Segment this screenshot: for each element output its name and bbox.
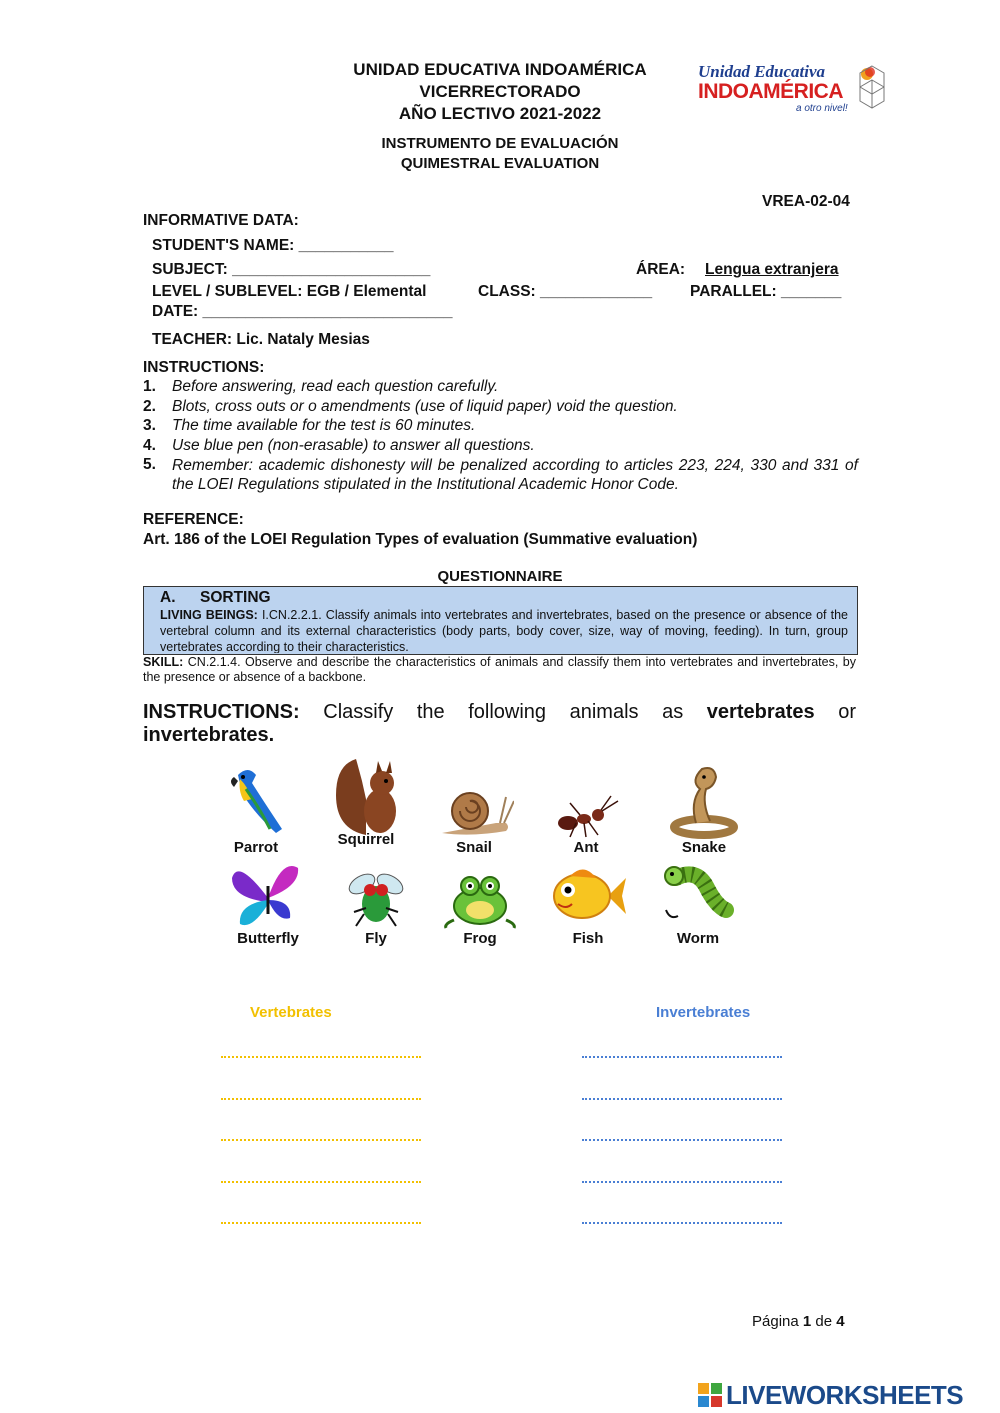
butterfly-icon xyxy=(228,864,308,930)
document-code: VREA-02-04 xyxy=(762,193,850,210)
instrument-title: INSTRUMENTO DE EVALUACIÓN xyxy=(381,135,619,152)
vertebrates-answer-line[interactable] xyxy=(221,1098,421,1100)
animal-name: Fish xyxy=(572,930,604,947)
class-field[interactable]: CLASS: _____________ xyxy=(478,283,653,300)
liveworksheets-brand xyxy=(698,1380,998,1410)
reference-text: Art. 186 of the LOEI Regulation Types of evaluation (Summative evaluation) xyxy=(143,531,698,548)
vertebrates-answer-line[interactable] xyxy=(221,1222,421,1224)
invertebrates-answer-line[interactable] xyxy=(582,1222,782,1224)
ant-icon xyxy=(546,763,626,839)
animal-butterfly xyxy=(218,864,318,964)
instruction-number: 1. xyxy=(143,378,156,395)
task-word2: invertebrates. xyxy=(143,724,275,746)
animal-name: Ant xyxy=(573,839,599,856)
animal-name: Frog xyxy=(463,930,497,947)
animal-snake xyxy=(654,763,754,863)
animal-name: Parrot xyxy=(233,839,279,856)
animal-name: Butterfly xyxy=(237,930,299,947)
invertebrates-heading: Invertebrates xyxy=(656,1004,751,1021)
instruction-text: Blots, cross outs or o amendments (use of liquid paper) void the question. xyxy=(172,398,678,415)
department: VICERRECTORADO xyxy=(419,82,581,101)
area-value: Lengua extranjera xyxy=(705,261,839,278)
instruction-number: 5. xyxy=(143,456,156,473)
questionnaire-title: QUESTIONNAIRE xyxy=(437,568,563,585)
school-year: AÑO LECTIVO 2021-2022 xyxy=(398,104,602,123)
skill-text: SKILL: CN.2.1.4. Observe and describe the characteristics of animals and classify them into vertebrates and invertebrates, by the presence or absence of a backbone. xyxy=(143,655,856,684)
invertebrates-answer-line[interactable] xyxy=(582,1181,782,1183)
snake-icon xyxy=(664,763,744,839)
parrot-icon xyxy=(216,763,296,839)
instruction-number: 4. xyxy=(143,437,156,454)
task-instructions: INSTRUCTIONS: Classify the following animals as vertebrates or xyxy=(143,701,857,723)
instruction-text: Use blue pen (non-erasable) to answer all questions. xyxy=(172,437,535,454)
evaluation-title: QUIMESTRAL EVALUATION xyxy=(400,155,600,172)
teacher-text: TEACHER: Lic. Nataly Mesias xyxy=(152,331,370,348)
snail-icon xyxy=(434,763,514,839)
animal-frog xyxy=(430,864,530,964)
date-field[interactable]: DATE: _____________________________ xyxy=(152,303,453,320)
frog-icon xyxy=(440,864,520,930)
animal-squirrel xyxy=(316,755,416,855)
animal-fish xyxy=(538,864,638,964)
vertebrates-answer-line[interactable] xyxy=(221,1139,421,1141)
section-letter: A. xyxy=(160,589,176,606)
school-logo xyxy=(696,62,896,122)
animal-parrot xyxy=(206,763,306,863)
student-name-field[interactable]: STUDENT'S NAME: ___________ xyxy=(152,237,394,254)
fish-icon xyxy=(548,864,628,930)
animal-name: Worm xyxy=(676,930,720,947)
invertebrates-answer-line[interactable] xyxy=(582,1139,782,1141)
fly-icon xyxy=(336,864,416,930)
instruction-text: The time available for the test is 60 minutes. xyxy=(172,417,476,434)
animal-snail xyxy=(424,763,524,863)
invertebrates-answer-line[interactable] xyxy=(582,1056,782,1058)
level-text: LEVEL / SUBLEVEL: EGB / Elemental xyxy=(152,283,427,300)
subject-field[interactable]: SUBJECT: _______________________ xyxy=(152,261,431,278)
animal-name: Snail xyxy=(456,839,492,856)
section-title: SORTING xyxy=(200,589,271,606)
squirrel-icon xyxy=(326,755,410,839)
animal-name: Squirrel xyxy=(337,831,395,848)
vertebrates-answer-line[interactable] xyxy=(221,1056,421,1058)
animal-name: Fly xyxy=(365,930,387,947)
instruction-number: 2. xyxy=(143,398,156,415)
animal-worm xyxy=(648,864,748,964)
logo-cube-icon xyxy=(858,64,886,110)
brand-name: LIVEWORKSHEETS xyxy=(726,1380,964,1410)
instruction-number: 3. xyxy=(143,417,156,434)
sorting-box xyxy=(143,586,858,655)
instruction-text: Before answering, read each question carefully. xyxy=(172,378,499,395)
instruction-text: Remember: academic dishonesty will be penalized according to articles 223, 224, 330 and 331 of the LOEI Regulations stipulated in the Institutional Academic Honor Code. xyxy=(172,457,858,493)
logo-line2: INDOAMÉRICA xyxy=(698,80,843,103)
animal-ant xyxy=(536,763,636,863)
liveworksheets-logo-icon xyxy=(698,1383,722,1407)
vertebrates-heading: Vertebrates xyxy=(250,1004,332,1021)
vertebrates-answer-line[interactable] xyxy=(221,1181,421,1183)
school-name: UNIDAD EDUCATIVA INDOAMÉRICA xyxy=(353,60,647,79)
worm-icon xyxy=(658,864,738,930)
animal-fly xyxy=(326,864,426,964)
logo-tagline: a otro nivel! xyxy=(796,103,848,114)
info-heading: INFORMATIVE DATA: xyxy=(143,212,299,229)
reference-heading: REFERENCE: xyxy=(143,511,244,528)
living-beings-text: LIVING BEINGS: I.CN.2.2.1. Classify animals into vertebrates and invertebrates, based on the presence or absence of the vertebral column and its external characteristics (body parts, body cover, size, way of moving, feeding). In turn, group vertebrates according to their characteristics. xyxy=(160,608,848,653)
area-label: ÁREA: xyxy=(636,261,686,278)
instructions-heading: INSTRUCTIONS: xyxy=(143,359,265,376)
invertebrates-answer-line[interactable] xyxy=(582,1098,782,1100)
parallel-field[interactable]: PARALLEL: _______ xyxy=(690,283,842,300)
logo-line1: Unidad Educativa xyxy=(698,62,826,81)
page-number: Página 1 de 4 xyxy=(752,1313,845,1330)
animal-name: Snake xyxy=(681,839,727,856)
